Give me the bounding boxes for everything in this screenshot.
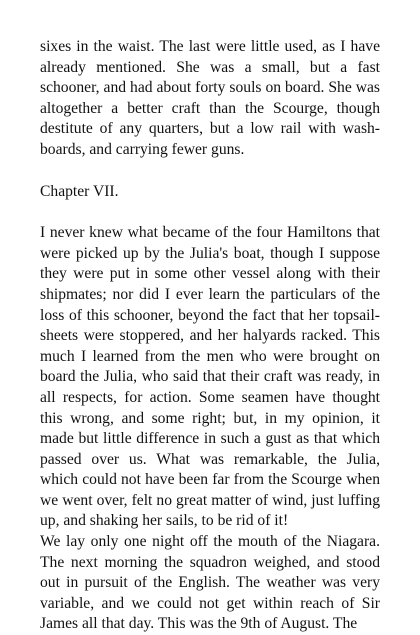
paragraph-hamiltons: I never knew what became of the four Hamiltons that were picked up by the Julia's boat, though I suppose they were put in some other vessel along with their shipmates; nor did I ever learn the particulars of the loss of this schooner, beyond the fact that her topsail-sheets were stoppered, and her halyards racked. This much I learned from the men who were brought on board the Julia, who said that their craft was ready, in all respects, for action. Some seamen have thought this wrong, and some right; but, in my opinion, it made but little difference in such a gust as that which passed over us. What was remarkable, the Julia, which could not have been far from the Scourge when we went over, felt no great matter of wind, just luffing up, and shaking her sails, to be rid of it! bbox=[40, 224, 380, 530]
paragraph-continuation: sixes in the waist. The last were little used, as I have already mentioned. She was a small, but a fast schooner, and had about forty souls on board. She was altogether a better craft than the Scourge, though destitute of any quarters, but a low rail with wash-boards, and carrying fewer guns. bbox=[40, 38, 380, 158]
paragraph-spacer bbox=[40, 161, 380, 182]
chapter-heading: Chapter VII. bbox=[40, 182, 119, 200]
paragraph-spacer bbox=[40, 202, 380, 223]
document-page bbox=[40, 37, 380, 635]
paragraph-niagara: We lay only one night off the mouth of the Niagara. The next morning the squadron weighed, and stood out in pursuit of the English. The weather was very variable, and we could not get within reach of Sir James all that day. This was the 9th of August. The bbox=[40, 533, 380, 633]
